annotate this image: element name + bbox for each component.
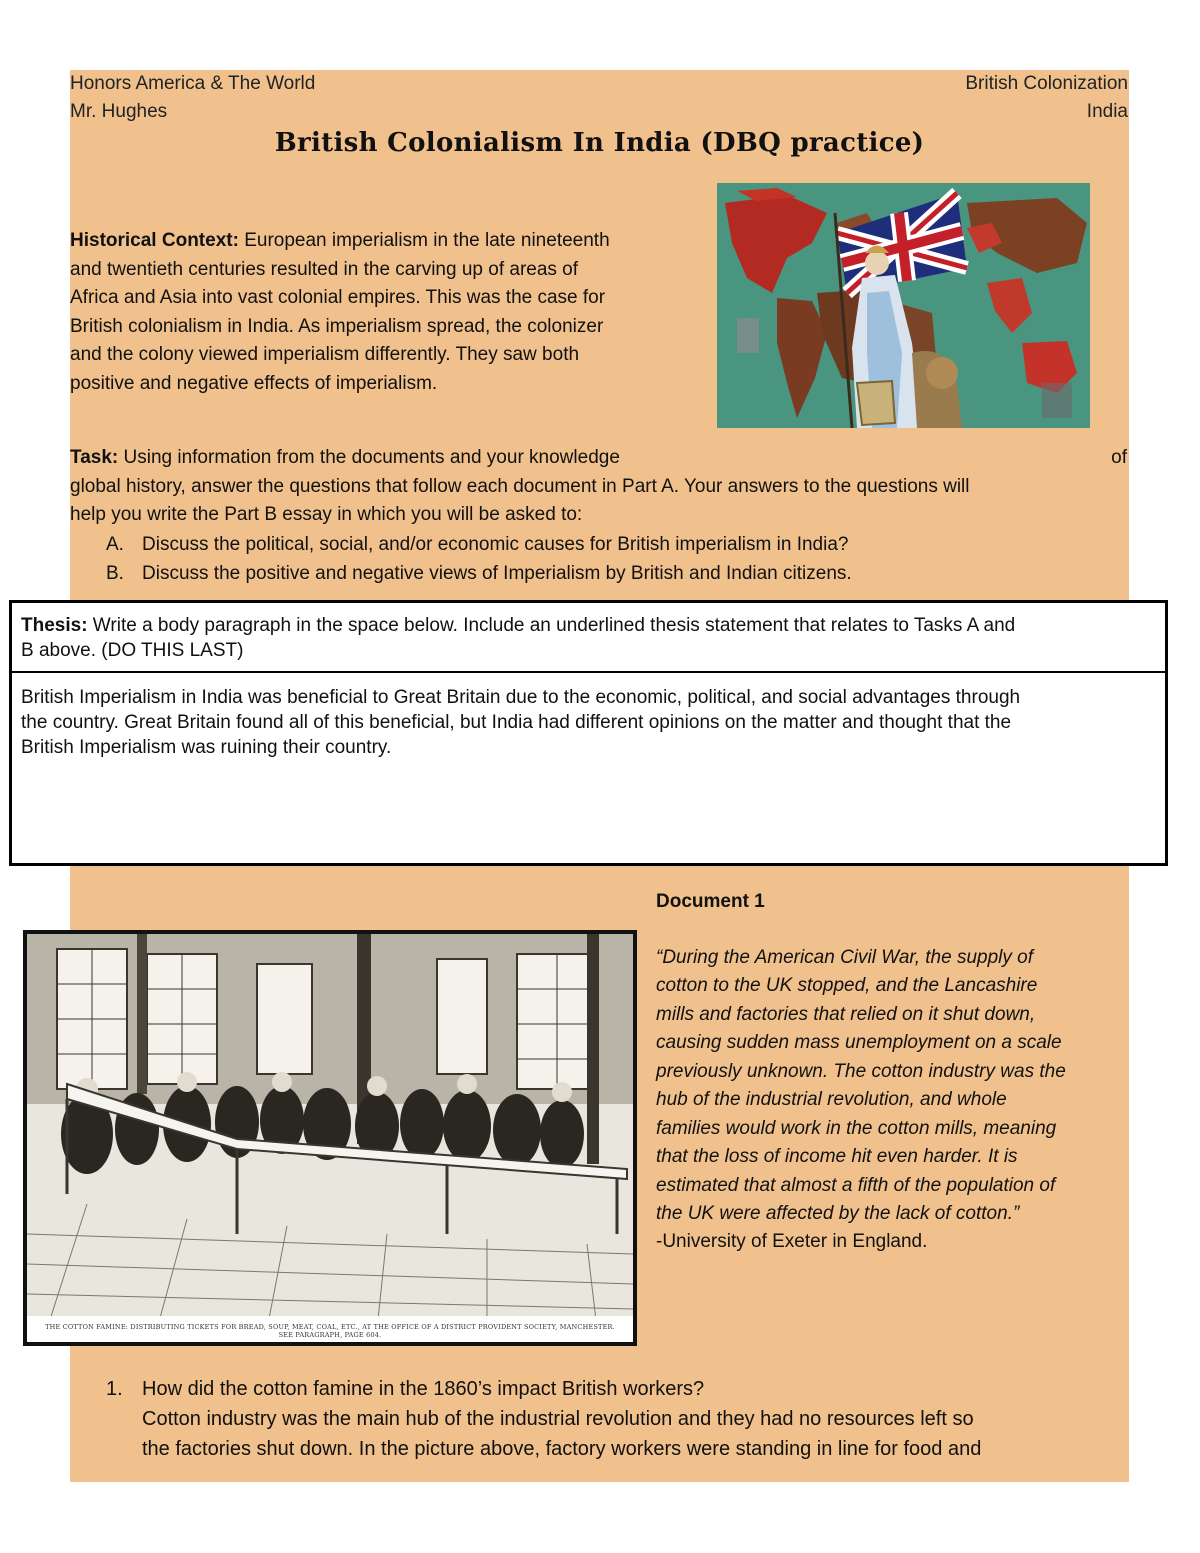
task-line: Using information from the documents and your knowledge: [118, 447, 620, 468]
task-marker: A.: [106, 534, 124, 555]
document-heading: Document 1: [656, 891, 765, 912]
cotton-famine-engraving: [23, 930, 637, 1346]
question-text: How did the cotton famine in the 1860’s impact British workers?: [142, 1378, 705, 1400]
context-line: and the colony viewed imperialism differently. They saw both: [70, 344, 580, 365]
historical-context: [70, 227, 710, 398]
unit-name: British Colonization: [965, 73, 1128, 94]
context-line: Africa and Asia into vast colonial empires. This was the case for: [70, 287, 606, 308]
context-line: positive and negative effects of imperialism.: [70, 372, 438, 394]
teacher-name: Mr. Hughes: [70, 101, 168, 122]
task-item-text: Discuss the positive and negative views of Imperialism by British and Indian citizens.: [142, 563, 852, 584]
quote-line: causing sudden mass unemployment on a scale: [656, 1032, 1062, 1053]
document-1: [656, 888, 1126, 1255]
quote-line: cotton to the UK stopped, and the Lancashire: [656, 975, 1038, 996]
quote-source: -University of Exeter in England.: [656, 1230, 928, 1252]
thesis-answer-line: British Imperialism was ruining their country.: [21, 737, 392, 758]
question-number: 1.: [106, 1378, 123, 1400]
task-line-end: of: [1111, 447, 1127, 468]
header-left: [70, 70, 315, 126]
context-line: European imperialism in the late nineteenth: [238, 230, 610, 251]
quote-line: mills and factories that relied on it shut down,: [656, 1003, 1036, 1025]
thesis-answer-line: the country. Great Britain found all of this beneficial, but India had different opinions on the matter and thought that the: [21, 712, 1012, 733]
question-answer[interactable]: [106, 1404, 1136, 1464]
context-label: Historical Context:: [70, 230, 239, 251]
britannia-map-illustration: [717, 183, 1090, 428]
quote-line: “During the American Civil War, the supply of: [656, 946, 1033, 968]
task-section: [70, 444, 1129, 530]
thesis-prompt: [12, 603, 1165, 673]
header-right: [965, 70, 1128, 126]
context-line: and twentieth centuries resulted in the carving up of areas of: [70, 258, 579, 280]
task-item: [106, 530, 1106, 559]
topic-name: India: [1086, 101, 1128, 122]
quote-line: estimated that almost a fifth of the population of: [656, 1174, 1056, 1196]
quote-line: the UK were affected by the lack of cotton.”: [656, 1203, 1020, 1224]
engraving-caption-line: SEE PARAGRAPH, PAGE 604.: [278, 1331, 382, 1339]
quote-line: families would work in the cotton mills, meaning: [656, 1117, 1057, 1139]
thesis-prompt-line: B above. (DO THIS LAST): [21, 640, 244, 661]
thesis-prompt-line: Write a body paragraph in the space below. Include an underlined thesis statement that relates to Tasks A and: [87, 615, 1016, 636]
answer-line: Cotton industry was the main hub of the industrial revolution and they had no resources left so: [142, 1408, 974, 1430]
cotton-famine-illustration: [27, 934, 633, 1342]
engraving-caption: [37, 1323, 623, 1339]
task-label: Task:: [70, 447, 119, 468]
course-name: Honors America & The World: [70, 73, 316, 94]
thesis-box: [9, 600, 1168, 866]
document-quote: [656, 944, 1126, 1229]
task-marker: B.: [106, 563, 124, 584]
context-line: British colonialism in India. As imperialism spread, the colonizer: [70, 315, 604, 337]
thesis-answer-line: British Imperialism in India was beneficial to Great Britain due to the economic, political, and social advantages through: [21, 687, 1021, 708]
answer-line: the factories shut down. In the picture above, factory workers were standing in line for food and: [142, 1438, 982, 1460]
quote-line: previously unknown. The cotton industry was the: [656, 1060, 1066, 1082]
task-item-text: Discuss the political, social, and/or economic causes for British imperialism in India?: [142, 534, 849, 555]
question-1: [106, 1374, 1136, 1464]
quote-line: that the loss of income hit even harder. It is: [656, 1146, 1018, 1167]
engraving-caption-line: THE COTTON FAMINE: DISTRIBUTING TICKETS FOR BREAD, SOUP, MEAT, COAL, ETC., AT THE OFFICE OF A DISTRICT PROVIDENT SOCIETY, MANCHESTER.: [45, 1323, 615, 1331]
task-line: help you write the Part B essay in which you will be asked to:: [70, 504, 583, 525]
britannia-map-image: [717, 183, 1090, 428]
thesis-answer-area[interactable]: [12, 673, 1165, 760]
task-item: [106, 559, 1106, 588]
quote-line: hub of the industrial revolution, and whole: [656, 1089, 1007, 1110]
thesis-label: Thesis:: [21, 615, 88, 636]
task-list: [106, 530, 1106, 588]
page-title: British Colonialism In India (DBQ practice): [274, 128, 925, 158]
task-line: global history, answer the questions that follow each document in Part A. Your answers to the questions will: [70, 475, 970, 497]
